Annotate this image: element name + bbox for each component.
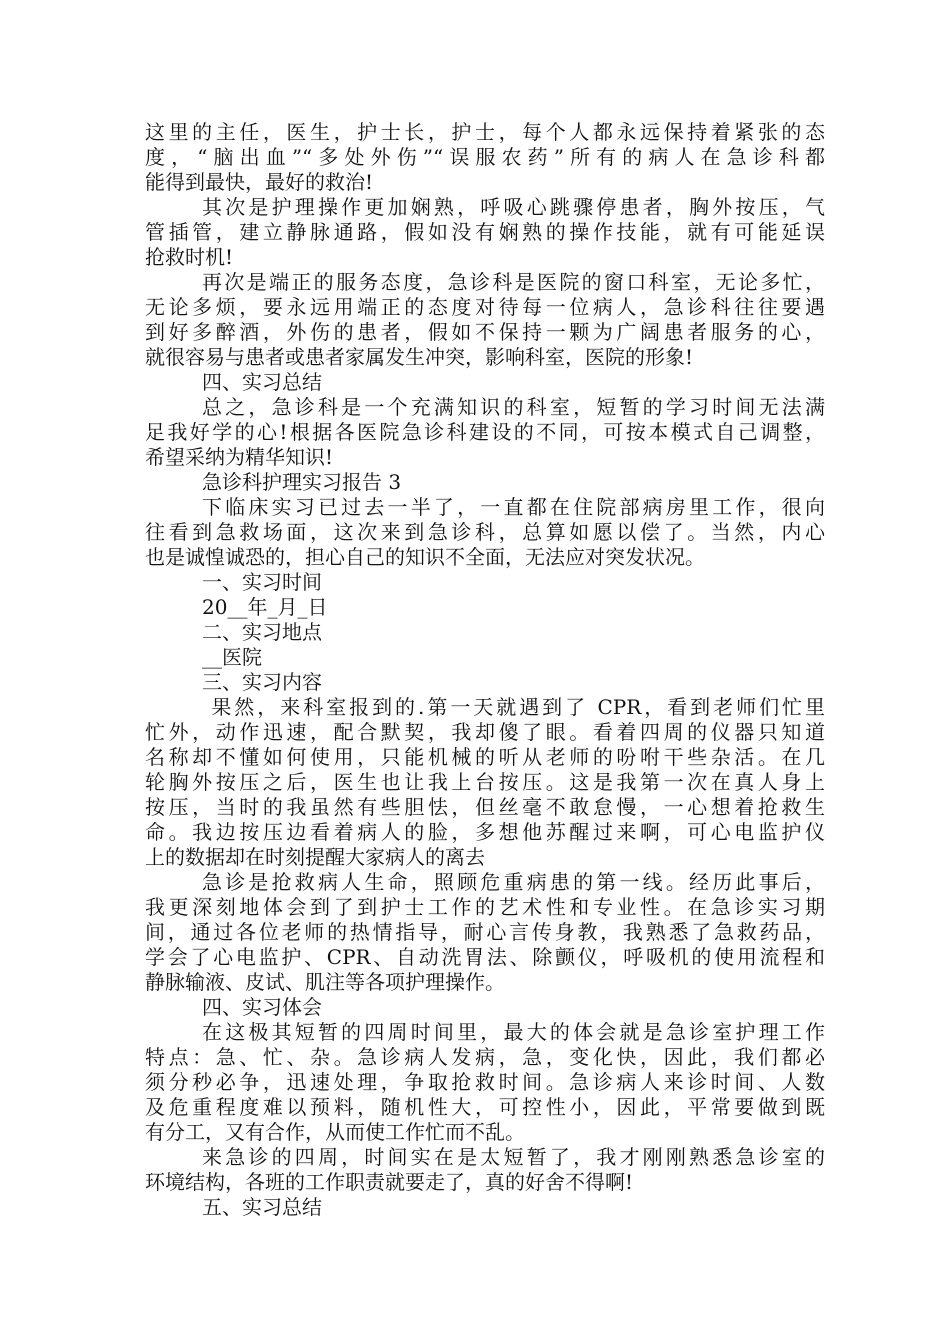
text-line: 足我好学的心!根据各医院急诊科建设的不同，可按本模式自己调整， <box>145 420 825 444</box>
text-line: 忙外，动作迅速，配合默契，我却傻了眼。看着四周的仪器只知道 <box>145 720 825 744</box>
text-line: 度，“脑出血”“多处外伤”“误服农药”所有的病人在急诊科都 <box>145 145 825 169</box>
text-line: 抢救时机! <box>145 245 234 269</box>
text-line: 名称却不懂如何使用，只能机械的听从老师的吩咐干些杂活。在几 <box>145 745 825 769</box>
section-heading: 四、实习总结 <box>202 370 322 394</box>
paragraph-first-line: 再次是端正的服务态度，急诊科是医院的窗口科室，无论多忙， <box>202 270 825 294</box>
text-line: 按压，当时的我虽然有些胆怯，但丝毫不敢怠慢，一心想着抢救生 <box>145 795 825 819</box>
section-heading: 二、实习地点 <box>202 620 322 644</box>
text-line: 须分秒必争，迅速处理，争取抢救时间。急诊病人来诊时间、人数 <box>145 1070 825 1094</box>
section-heading: 五、实习总结 <box>202 1195 322 1219</box>
text-line: 也是诚惶诚恐的，担心自己的知识不全面，无法应对突发状况。 <box>145 545 705 569</box>
text-line: 我更深刻地体会到了到护士工作的艺术性和专业性。在急诊实习期 <box>145 895 825 919</box>
text-line: 能得到最快，最好的救治! <box>145 170 374 194</box>
paragraph-first-line: 急诊是抢救病人生命，照顾危重病患的第一线。经历此事后， <box>202 870 825 894</box>
text-line: 学会了心电监护、CPR、自动洗胃法、除颤仪，呼吸机的使用流程和 <box>145 945 825 969</box>
paragraph-first-line: 来急诊的四周，时间实在是太短暂了，我才刚刚熟悉急诊室的 <box>202 1145 825 1169</box>
text-line: 上的数据却在时刻提醒大家病人的离去 <box>145 845 485 869</box>
paragraph-first-line: 总之，急诊科是一个充满知识的科室，短暂的学习时间无法满 <box>202 395 825 419</box>
paragraph-first-line: 在这极其短暂的四周时间里，最大的体会就是急诊室护理工作 <box>202 1020 825 1044</box>
text-line: 往看到急救场面，这次来到急诊科，总算如愿以偿了。当然，内心 <box>145 520 825 544</box>
text-line: 命。我边按压边看着病人的脸，多想他苏醒过来啊，可心电监护仪 <box>145 820 825 844</box>
text-line: 静脉输液、皮试、肌注等各项护理操作。 <box>145 970 505 994</box>
paragraph-first-line: 下临床实习已过去一半了，一直都在住院部病房里工作，很向 <box>202 495 825 519</box>
paragraph-first-line: 其次是护理操作更加娴熟，呼吸心跳骤停患者，胸外按压，气 <box>202 195 825 219</box>
text-line: 就很容易与患者或患者家属发生冲突，影响科室，医院的形象! <box>145 345 694 369</box>
section-heading: 三、实习内容 <box>202 670 322 694</box>
report-title: 急诊科护理实习报告 3 <box>202 470 402 494</box>
text-line: 环境结构，各班的工作职责就要走了，真的好舍不得啊! <box>145 1170 634 1194</box>
location-line: __医院 <box>202 645 262 669</box>
text-line: 到好多醉酒，外伤的患者，假如不保持一颗为广阔患者服务的心， <box>145 320 825 344</box>
date-line: 20__年_月_日 <box>202 595 328 619</box>
section-heading: 四、实习体会 <box>202 995 322 1019</box>
text-line: 有分工，又有合作，从而使工作忙而不乱。 <box>145 1120 525 1144</box>
document-body <box>145 120 825 1220</box>
text-line: 这里的主任，医生，护士长，护士，每个人都永远保持着紧张的态 <box>145 120 825 144</box>
paragraph-first-line: 果然，来科室报到的.第一天就遇到了 CPR，看到老师们忙里 <box>202 695 825 719</box>
section-heading: 一、实习时间 <box>202 570 322 594</box>
text-line: 特点：急、忙、杂。急诊病人发病，急，变化快，因此，我们都必 <box>145 1045 825 1069</box>
text-line: 间，通过各位老师的热情指导，耐心言传身教，我熟悉了急救药品， <box>145 920 825 944</box>
text-line: 轮胸外按压之后，医生也让我上台按压。这是我第一次在真人身上 <box>145 770 825 794</box>
text-line: 无论多烦，要永远用端正的态度对待每一位病人，急诊科往往要遇 <box>145 295 825 319</box>
text-line: 及危重程度难以预料，随机性大，可控性小，因此，平常要做到既 <box>145 1095 825 1119</box>
text-line: 管插管，建立静脉通路，假如没有娴熟的操作技能，就有可能延误 <box>145 220 825 244</box>
text-line: 希望采纳为精华知识! <box>145 445 334 469</box>
